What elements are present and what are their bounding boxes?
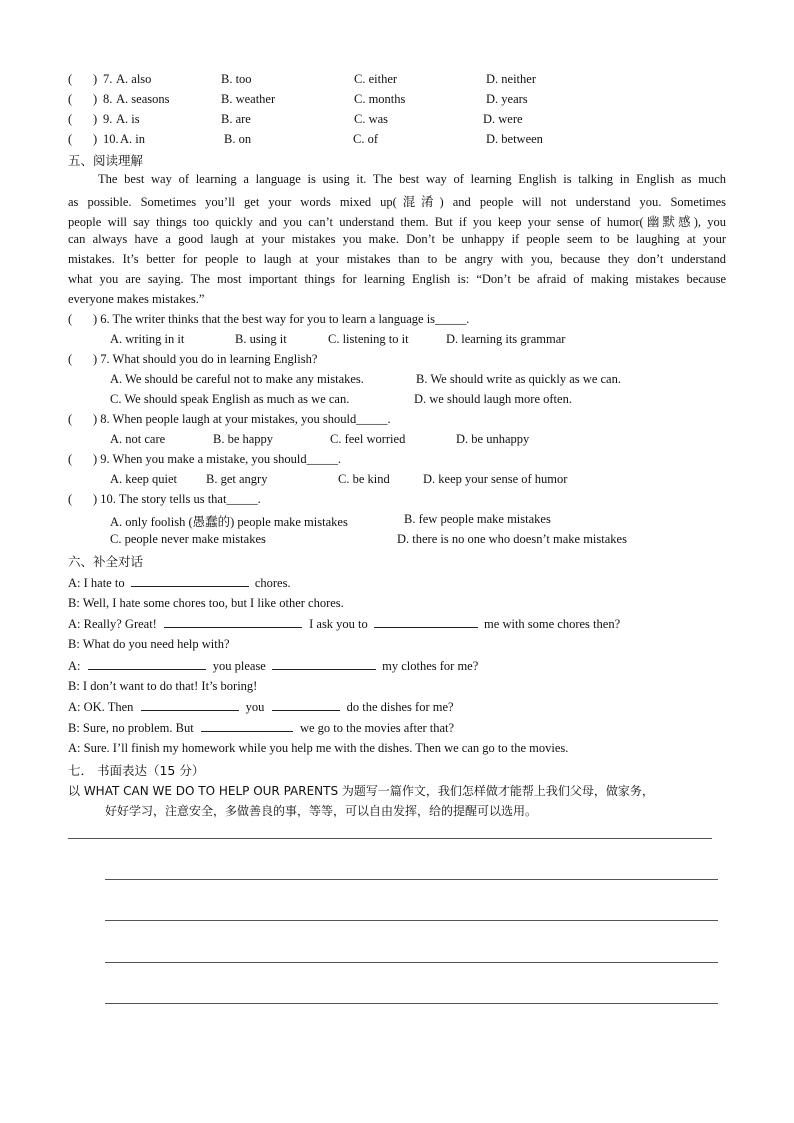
- option-c: C. either: [354, 72, 398, 86]
- option-d: D. keep your sense of humor: [423, 472, 568, 486]
- option-d: D. be unhappy: [456, 432, 530, 446]
- option-c: C. months: [354, 92, 406, 106]
- question-stem: ) 8. When people laugh at your mistakes, you should_____.: [93, 412, 391, 426]
- writing-line[interactable]: [105, 1003, 718, 1004]
- answer-paren-open: (: [68, 132, 73, 146]
- dialogue-text: me with some chores then?: [484, 617, 621, 631]
- reading-heading: 五、阅读理解: [68, 153, 144, 168]
- question-stem: ) 7. What should you do in learning English?: [93, 352, 318, 366]
- answer-paren-open: (: [68, 72, 73, 86]
- answer-paren-close: ): [93, 72, 98, 86]
- blank-input[interactable]: [164, 616, 302, 628]
- passage-line: can always have a good laugh at your mistakes you make. Don’t be unhappy if people seem to be laughing at your: [68, 232, 726, 246]
- dialogue-line-8: [68, 720, 454, 736]
- option-a: A. in: [120, 132, 145, 146]
- question-stem: ) 6. The writer thinks that the best way for you to learn a language is_____.: [93, 312, 470, 326]
- answer-paren-open: (: [68, 92, 73, 106]
- option-b: B. be happy: [213, 432, 274, 446]
- passage-line: what you are saying. The most important things for learning English is: “Don’t be afraid of making mistakes because: [68, 272, 726, 286]
- option-c: C. people never make mistakes: [110, 532, 266, 546]
- blank-input[interactable]: [201, 720, 293, 732]
- answer-paren-open: (: [68, 412, 73, 426]
- answer-paren-open: (: [68, 112, 73, 126]
- option-b: B. weather: [221, 92, 276, 106]
- dialogue-line-3: [68, 616, 620, 632]
- question-number: 8.: [103, 92, 113, 106]
- dialogue-text: we go to the movies after that?: [299, 721, 455, 735]
- option-a: A. keep quiet: [110, 472, 177, 486]
- question-number: 10.: [103, 132, 119, 146]
- dialogue-line-5: [68, 658, 478, 674]
- blank-input[interactable]: [374, 616, 478, 628]
- option-b: B. few people make mistakes: [404, 512, 551, 526]
- blank-input[interactable]: [131, 575, 249, 587]
- option-c: C. be kind: [338, 472, 390, 486]
- question-stem: ) 9. When you make a mistake, you should_____.: [93, 452, 341, 466]
- passage-line: mistakes. It’s better for people to laugh at your mistakes than to be angry with you, because they don’t understand: [68, 252, 726, 266]
- option-b: B. We should write as quickly as we can.: [416, 372, 621, 386]
- answer-paren-open: (: [68, 352, 73, 366]
- dialogue-text: you: [245, 700, 265, 714]
- answer-paren-close: ): [93, 132, 98, 146]
- option-a: A. is: [116, 112, 140, 126]
- question-number: 9.: [103, 112, 113, 126]
- option-d: D. years: [486, 92, 528, 106]
- question-number: 7.: [103, 72, 113, 86]
- option-d: D. learning its grammar: [446, 332, 566, 346]
- dialogue-text: B: Sure, no problem. But: [68, 721, 194, 735]
- answer-paren-open: (: [68, 312, 73, 326]
- option-c: C. of: [353, 132, 378, 146]
- answer-paren-close: ): [93, 112, 98, 126]
- answer-paren-close: ): [93, 92, 98, 106]
- writing-line[interactable]: [105, 920, 718, 921]
- dialogue-line-1: [68, 575, 291, 591]
- answer-paren-open: (: [68, 492, 73, 506]
- option-d: D. we should laugh more often.: [414, 392, 572, 406]
- dialogue-text: you please: [212, 659, 266, 673]
- option-b: B. too: [221, 72, 252, 86]
- dialogue-heading: 六、补全对话: [68, 554, 144, 569]
- dialogue-text: A: OK. Then: [68, 700, 134, 714]
- dialogue-line-7: [68, 699, 454, 715]
- option-b: B. using it: [235, 332, 287, 346]
- answer-paren-open: (: [68, 452, 73, 466]
- passage-line: everyone makes mistakes.”: [68, 292, 205, 306]
- option-c: C. listening to it: [328, 332, 409, 346]
- writing-line[interactable]: [105, 879, 718, 880]
- blank-input[interactable]: [88, 658, 206, 670]
- option-b: B. are: [221, 112, 251, 126]
- option-c: C. was: [354, 112, 389, 126]
- dialogue-line-6: B: I don’t want to do that! It’s boring!: [68, 679, 258, 693]
- dialogue-line-2: B: Well, I hate some chores too, but I like other chores.: [68, 596, 344, 610]
- writing-line[interactable]: [68, 838, 712, 839]
- dialogue-text: A:: [68, 659, 81, 673]
- passage-line: The best way of learning a language is using it. The best way of learning English is talking in English as much: [98, 172, 726, 186]
- option-a: A. seasons: [116, 92, 170, 106]
- option-d: D. there is no one who doesn’t make mistakes: [397, 532, 627, 546]
- question-stem: ) 10. The story tells us that_____.: [93, 492, 261, 506]
- option-b: B. on: [224, 132, 252, 146]
- dialogue-text: A: Really? Great!: [68, 617, 157, 631]
- passage-line: as possible. Sometimes you’ll get your words mixed up(混淆) and people will not understand you. Sometimes: [68, 195, 726, 209]
- dialogue-line-4: B: What do you need help with?: [68, 637, 230, 651]
- writing-prompt-line-2: 好好学习，注意安全，多做善良的事，等等，可以自由发挥，给的提醒可以选用。: [105, 804, 538, 818]
- blank-input[interactable]: [141, 699, 239, 711]
- blank-input[interactable]: [272, 658, 376, 670]
- dialogue-text: A: I hate to: [68, 576, 125, 590]
- writing-prompt-line-1: 以 WHAT CAN WE DO TO HELP OUR PARENTS 为题写一篇作文，我们怎样做才能帮上我们父母，做家务，: [68, 784, 654, 798]
- dialogue-line-9: A: Sure. I’ll finish my homework while you help me with the dishes. Then we can go to the movies.: [68, 741, 569, 755]
- option-d: D. were: [483, 112, 523, 126]
- dialogue-text: my clothes for me?: [382, 659, 479, 673]
- option-c: C. We should speak English as much as we can.: [110, 392, 350, 406]
- option-a: A. only foolish (愚蠢的) people make mistakes: [110, 515, 348, 529]
- option-a: A. also: [116, 72, 152, 86]
- option-d: D. between: [486, 132, 543, 146]
- passage-line: people will say things too quickly and you can’t understand them. But if you keep your sense of humor(幽默感), you: [68, 215, 726, 229]
- option-a: A. We should be careful not to make any mistakes.: [110, 372, 364, 386]
- option-c: C. feel worried: [330, 432, 406, 446]
- writing-line[interactable]: [105, 962, 718, 963]
- option-a: A. not care: [110, 432, 166, 446]
- blank-input[interactable]: [272, 699, 340, 711]
- option-b: B. get angry: [206, 472, 268, 486]
- dialogue-text: chores.: [254, 576, 291, 590]
- dialogue-text: I ask you to: [309, 617, 368, 631]
- option-a: A. writing in it: [110, 332, 185, 346]
- writing-heading: 七． 书面表达（15 分）: [68, 763, 205, 778]
- dialogue-text: do the dishes for me?: [346, 700, 454, 714]
- option-d: D. neither: [486, 72, 536, 86]
